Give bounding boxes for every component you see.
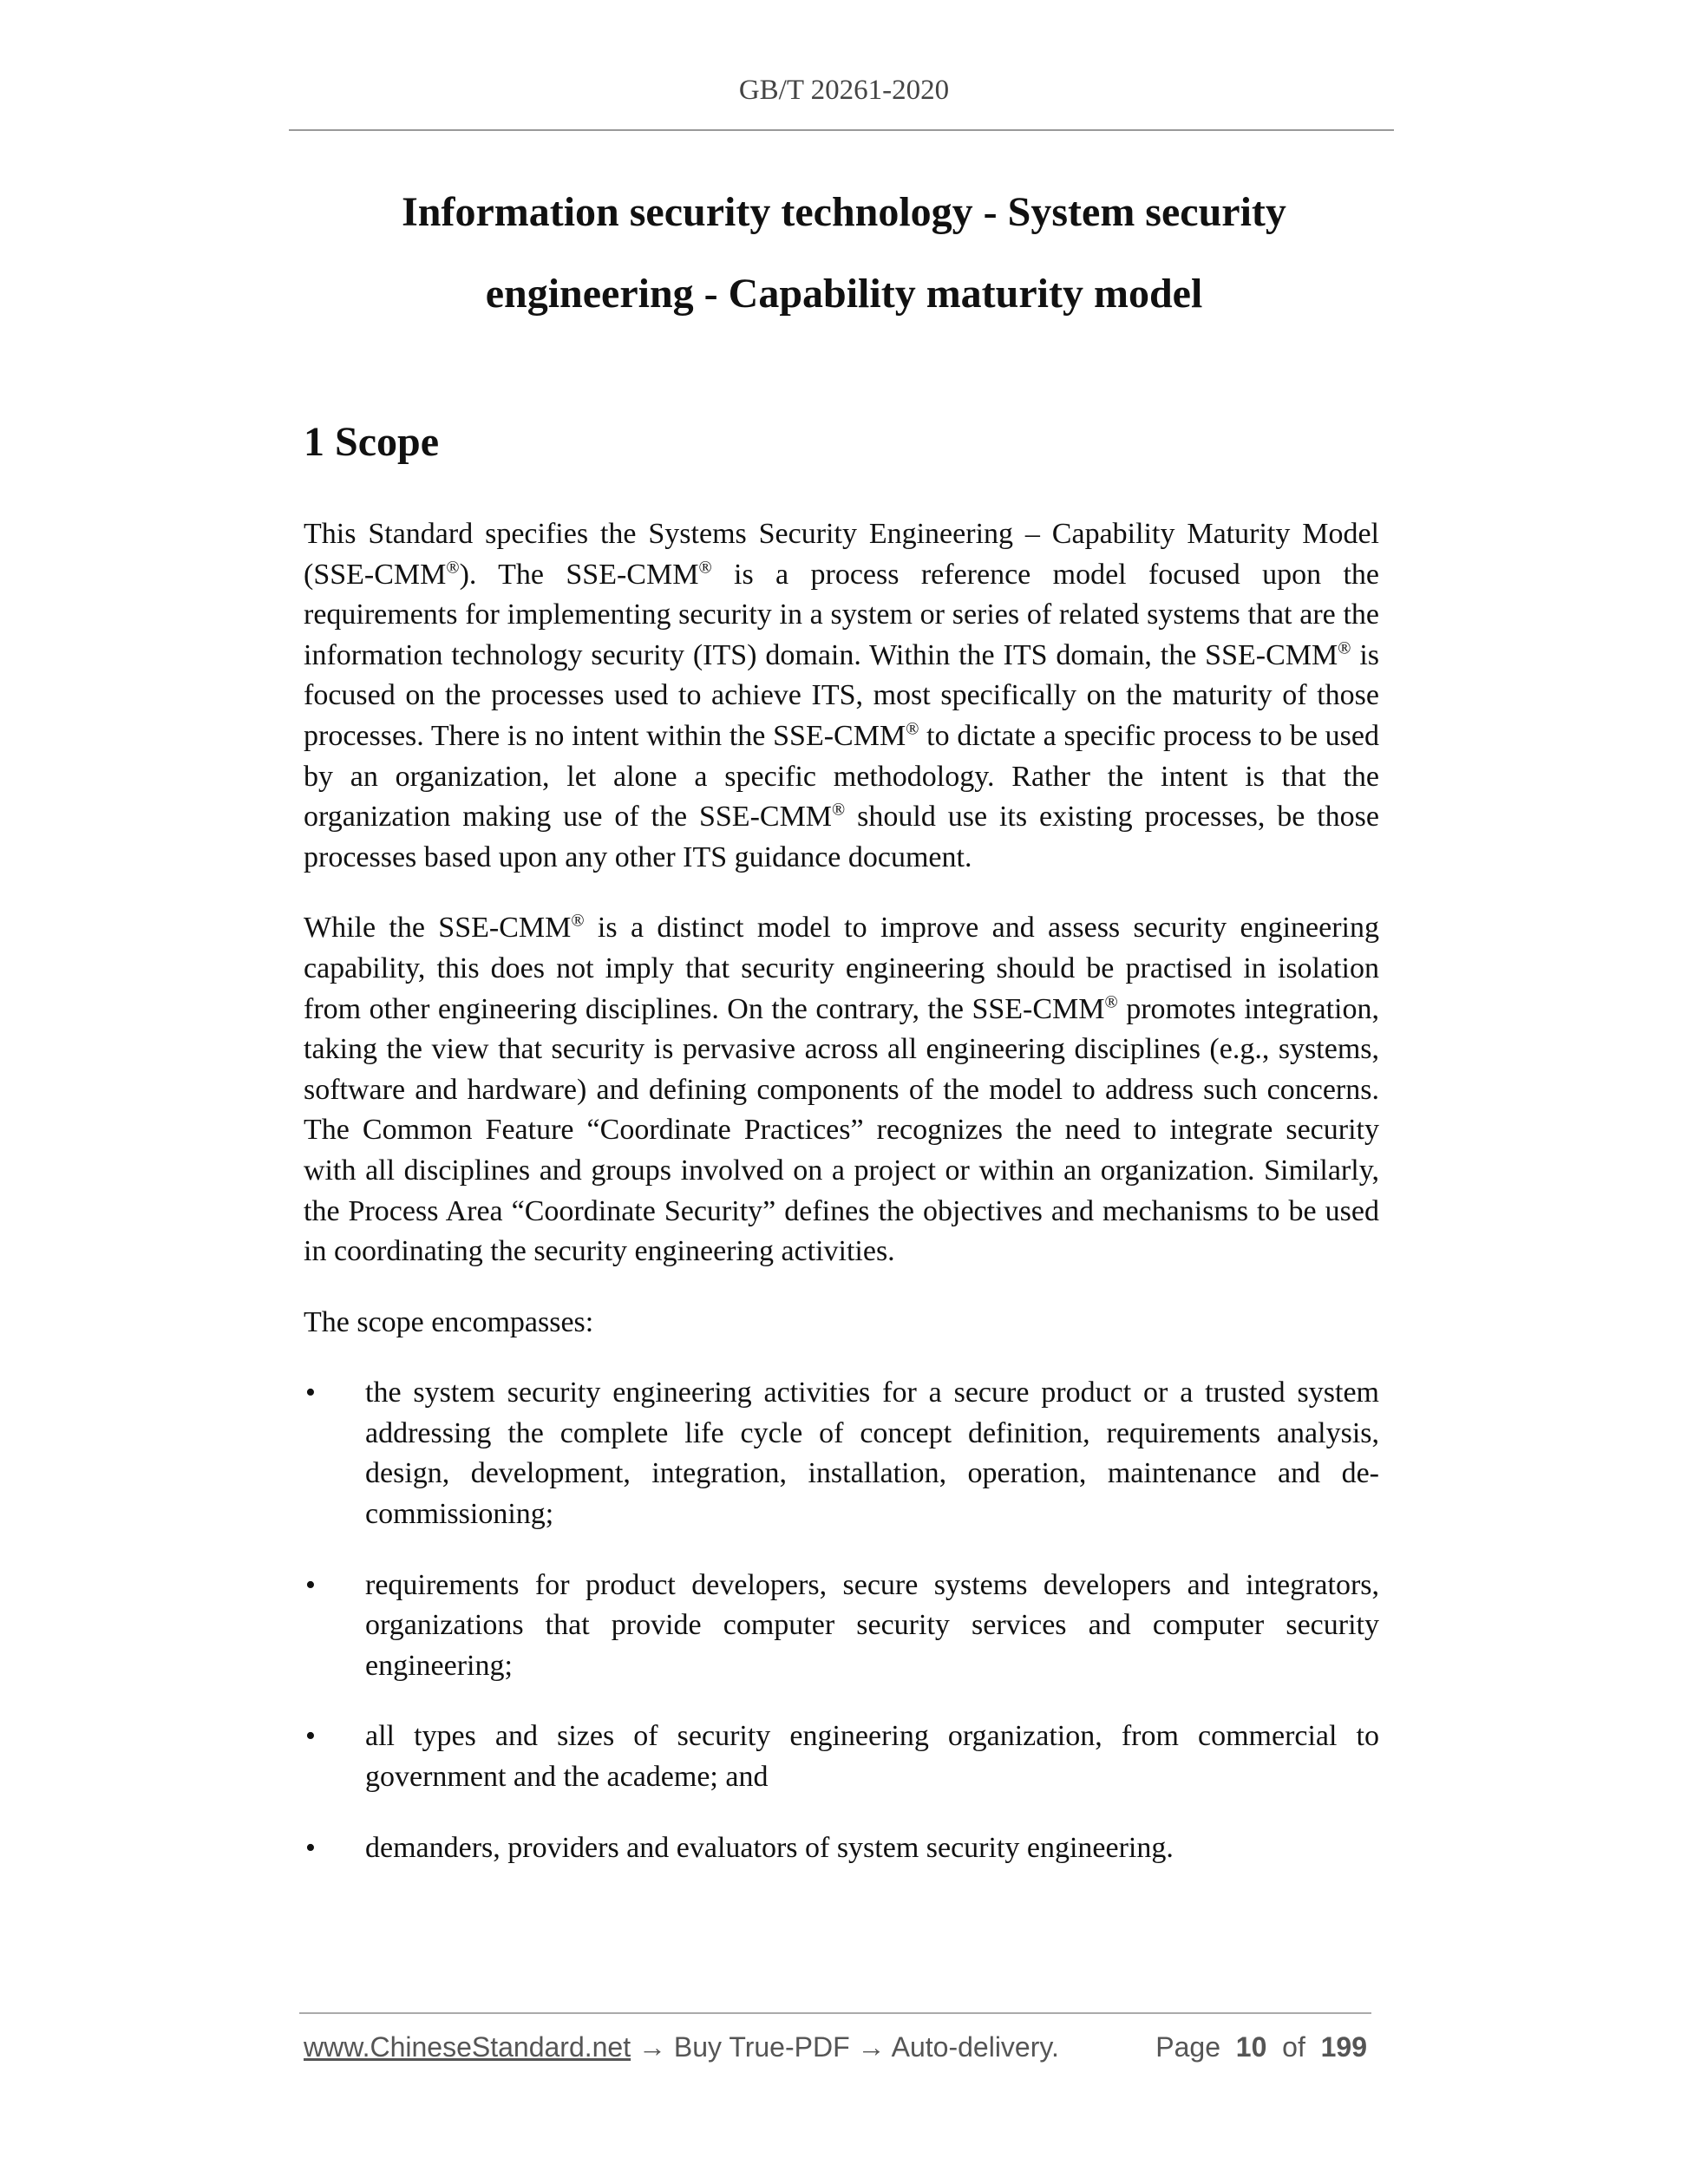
list-item	[304, 1716, 1379, 1797]
list-item	[304, 1566, 1379, 1687]
total-pages-number: 199	[1320, 2031, 1367, 2063]
footer-divider	[299, 2012, 1371, 2014]
scope-paragraph-2	[304, 908, 1379, 1272]
page-label: Page	[1155, 2031, 1220, 2063]
of-label: of	[1282, 2031, 1305, 2063]
scope-bullet-list	[304, 1373, 1379, 1868]
registered-mark: ®	[1338, 638, 1351, 658]
footer-promo	[304, 2031, 1059, 2063]
document-title-line-1: Information security technology - System security	[402, 189, 1286, 235]
scope-paragraph-3: The scope encompasses:	[304, 1305, 594, 1338]
registered-mark: ®	[446, 558, 460, 578]
page-indicator	[1155, 2031, 1367, 2063]
paragraph-text: While the SSE-CMM	[304, 912, 572, 945]
page-footer	[304, 2031, 1379, 2070]
paragraph-text: ). The SSE-CMM	[459, 558, 699, 591]
document-title-line-2: engineering - Capability maturity model	[485, 271, 1203, 317]
chinese-standard-link[interactable]: www.ChineseStandard.net	[304, 2031, 631, 2063]
paragraph-text: This Standard specifies the Systems Security Engineering – Capability Maturity Model (SSE-CMM	[304, 518, 1379, 591]
document-code-header: GB/T 20261-2020	[738, 75, 950, 106]
list-item	[304, 1828, 1379, 1869]
list-item-text: all types and sizes of security engineering organization, from commercial to government and the academe; and	[365, 1720, 1379, 1794]
registered-mark: ®	[832, 800, 846, 820]
section-heading-scope: 1 Scope	[304, 419, 439, 465]
paragraph-text: is a process reference model focused upon the requirements for implementing security in a system or series of related systems that are the information technology security (ITS) domain. Within the ITS domain, the SSE-CMM	[304, 558, 1379, 671]
bullet-icon: •	[305, 1376, 316, 1409]
bullet-icon: •	[305, 1720, 316, 1753]
document-title	[0, 172, 1688, 335]
list-item	[304, 1373, 1379, 1534]
current-page-number: 10	[1235, 2031, 1267, 2063]
paragraph-text: is focused on the processes used to achieve ITS, most specifically on the maturity of those processes. There is no intent within the SSE-CMM	[304, 638, 1379, 752]
list-item-text: requirements for product developers, secure systems developers and integrators, organizations that provide computer security services and computer security engineering;	[365, 1568, 1379, 1682]
registered-mark: ®	[1104, 992, 1118, 1012]
paragraph-text: is a distinct model to improve and assess security engineering capability, this does not imply that security engineering should be practised in isolation from other engineering disciplines. On the contrary, the SSE-CMM	[304, 912, 1379, 1025]
bullet-icon: •	[305, 1831, 316, 1864]
paragraph-text: promotes integration, taking the view that security is pervasive across all engineering disciplines (e.g., systems, software and hardware) and defining components of the model to address such concerns. The Common Feature “Coordinate Practices” recognizes the need to integrate security with all disciplines and groups involved on a project or within an organization. Similarly, the Process Area “Coordinate Security” defines the objectives and mechanisms to be used in coordinating the security engineering activities.	[304, 992, 1380, 1268]
bullet-icon: •	[305, 1568, 316, 1601]
paragraph-text: should use its existing processes, be those processes based upon any other ITS guidance document.	[304, 801, 1379, 873]
scope-paragraph-1	[304, 514, 1379, 878]
registered-mark: ®	[906, 719, 919, 739]
paragraph-text: to dictate a specific process to be used by an organization, let alone a specific methodology. Rather the intent is that the organization making use of the SSE-CMM	[304, 719, 1379, 834]
registered-mark: ®	[698, 558, 712, 578]
list-item-text: demanders, providers and evaluators of system security engineering.	[365, 1831, 1174, 1864]
list-item-text: the system security engineering activities for a secure product or a trusted system addressing the complete life cycle of concept definition, requirements analysis, design, development, integration, installation, operation, maintenance and de-commissioning;	[365, 1376, 1379, 1531]
registered-mark: ®	[571, 912, 585, 932]
header-divider	[289, 129, 1394, 131]
footer-promo-text: → Buy True-PDF → Auto-delivery.	[631, 2031, 1059, 2063]
section-body	[304, 514, 1379, 1899]
